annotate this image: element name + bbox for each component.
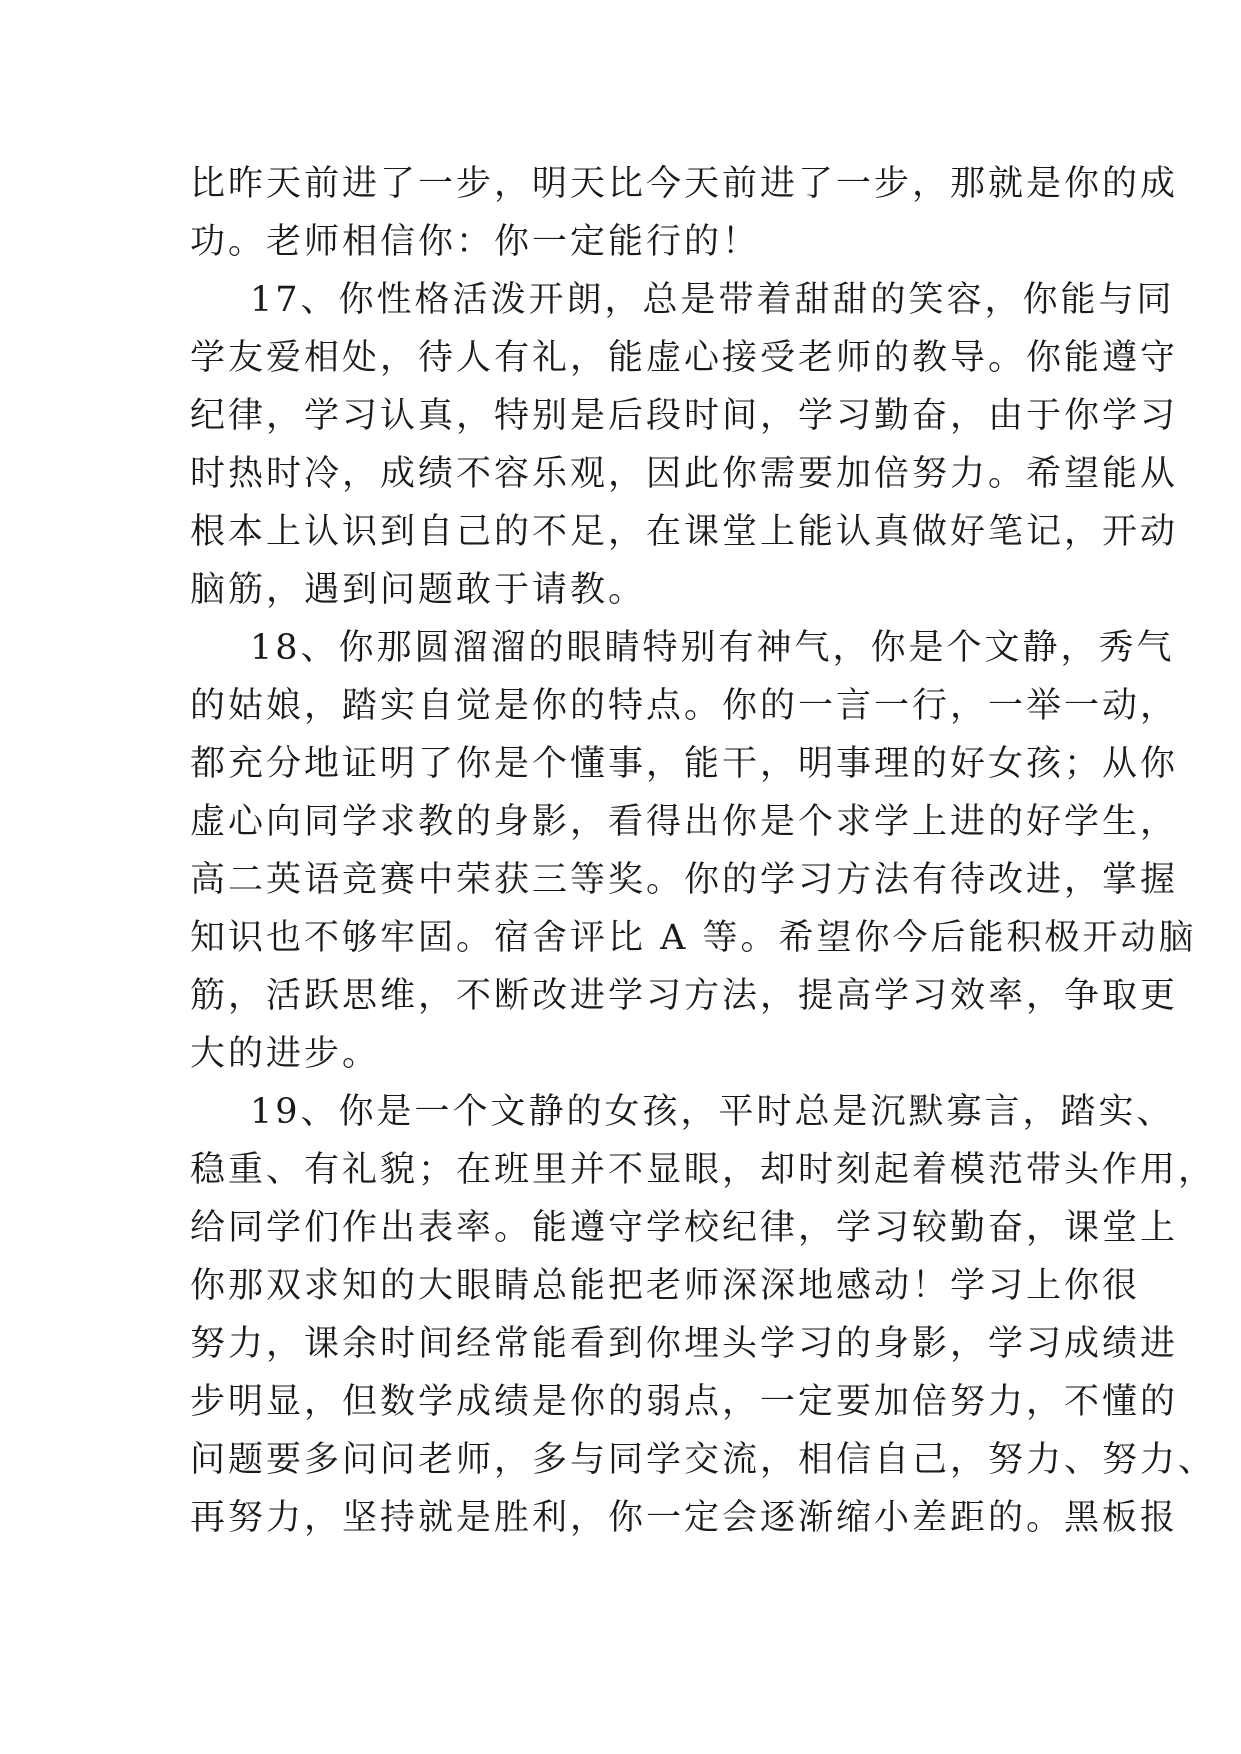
text-line: 学友爱相处，待人有礼，能虚心接受老师的教导。你能遵守 bbox=[190, 338, 1179, 378]
text-line: 大的进步。 bbox=[190, 1034, 381, 1074]
paragraph-17-start: 17、你性格活泼开朗，总是带着甜甜的笑容，你能与同 bbox=[250, 280, 1175, 320]
text-line: 比昨天前进了一步，明天比今天前进了一步，那就是你的成 bbox=[190, 164, 1179, 204]
text-line: 脑筋，遇到问题敢于请教。 bbox=[190, 570, 647, 610]
text-line: 知识也不够牢固。宿舍评比 A 等。希望你今后能积极开动脑 bbox=[190, 918, 1197, 958]
text-line: 根本上认识到自己的不足，在课堂上能认真做好笔记，开动 bbox=[190, 512, 1179, 552]
text-line: 虚心向同学求教的身影，看得出你是个求学上进的好学生， bbox=[190, 802, 1179, 842]
text-line: 高二英语竞赛中荣获三等奖。你的学习方法有待改进，掌握 bbox=[190, 860, 1179, 900]
text-line: 的姑娘，踏实自觉是你的特点。你的一言一行，一举一动， bbox=[190, 686, 1179, 726]
text-line: 都充分地证明了你是个懂事，能干，明事理的好女孩；从你 bbox=[190, 744, 1179, 784]
text-line: 给同学们作出表率。能遵守学校纪律，学习较勤奋，课堂上 bbox=[190, 1208, 1179, 1248]
text-line: 时热时冷，成绩不容乐观，因此你需要加倍努力。希望能从 bbox=[190, 454, 1179, 494]
text-line: 稳重、有礼貌；在班里并不显眼，却时刻起着模范带头作用， bbox=[190, 1150, 1217, 1190]
text-line: 筋，活跃思维，不断改进学习方法，提高学习效率，争取更 bbox=[190, 976, 1179, 1016]
document-body bbox=[190, 155, 1217, 1547]
text-line: 再努力，坚持就是胜利，你一定会逐渐缩小差距的。黑板报 bbox=[190, 1498, 1179, 1538]
text-line: 功。老师相信你：你一定能行的！ bbox=[190, 222, 761, 262]
text-line: 步明显，但数学成绩是你的弱点，一定要加倍努力，不懂的 bbox=[190, 1382, 1179, 1422]
text-line: 你那双求知的大眼睛总能把老师深深地感动！学习上你很 bbox=[190, 1266, 1141, 1306]
text-line: 问题要多问问老师，多与同学交流，相信自己，努力、努力、 bbox=[190, 1440, 1217, 1480]
text-line: 努力，课余时间经常能看到你埋头学习的身影，学习成绩进 bbox=[190, 1324, 1179, 1364]
text-line: 纪律，学习认真，特别是后段时间，学习勤奋，由于你学习 bbox=[190, 396, 1179, 436]
paragraph-19-start: 19、你是一个文静的女孩，平时总是沉默寡言，踏实、 bbox=[250, 1092, 1175, 1132]
paragraph-18-start: 18、你那圆溜溜的眼睛特别有神气，你是个文静，秀气 bbox=[250, 628, 1175, 668]
